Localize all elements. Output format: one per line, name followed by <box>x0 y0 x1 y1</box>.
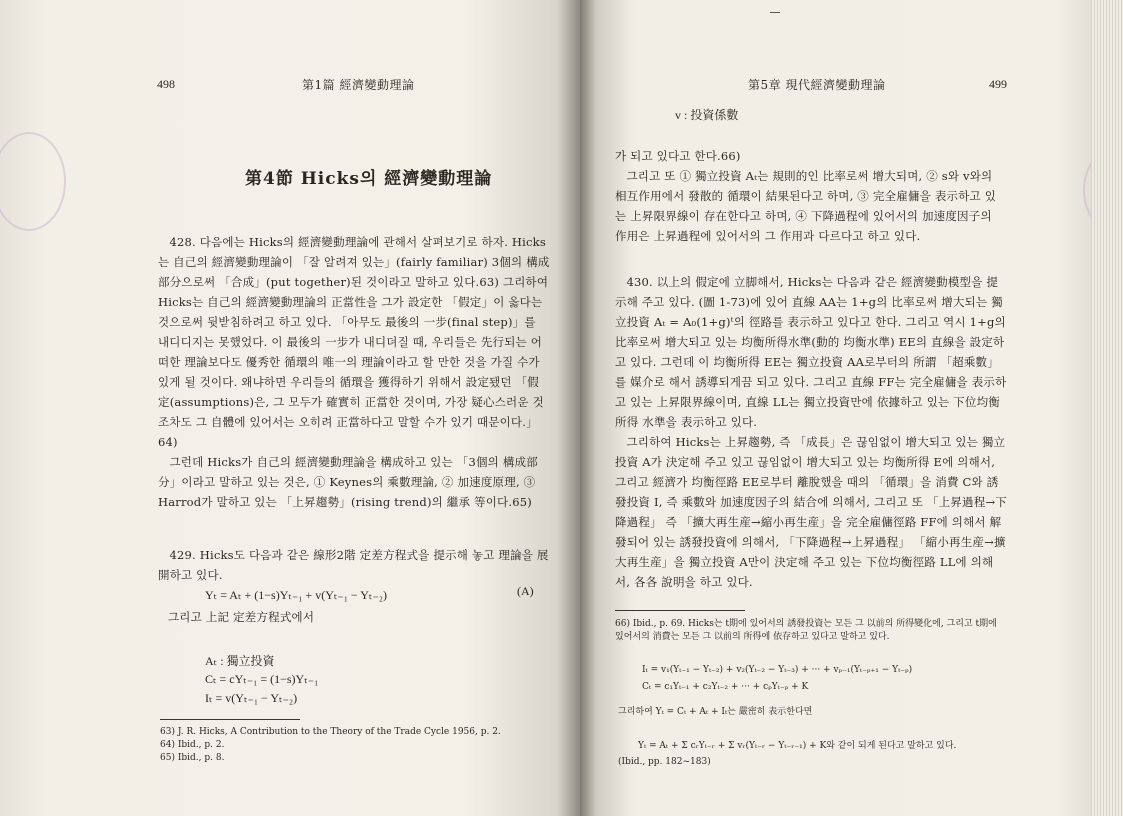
left-footnote-rule <box>160 719 300 720</box>
definition-c: Cₜ = cYₜ₋₁ = (1−s)Yₜ₋₁ <box>205 672 319 686</box>
definition-i: Iₜ = v(Yₜ₋₁ − Yₜ₋₂) <box>205 691 298 705</box>
right-body-top <box>615 146 1007 246</box>
after-equation: 그리고 上記 定差方程式에서 <box>168 610 315 624</box>
footnote-source: (Ibid., pp. 182~183) <box>618 757 711 767</box>
right-body-main <box>615 272 1007 592</box>
left-body <box>158 232 550 512</box>
right-page <box>580 0 1123 816</box>
footnote-63: 63) J. R. Hicks, A Contribution to the Theory of the Trade Cycle 1956, p. 2. <box>160 727 501 737</box>
paragraph-430: 430. 以上의 假定에 立脚해서, Hicks는 다음과 같은 經濟變動模型을 提示해 주고 있다. (圖 1-73)에 있어 直線 AA는 1+g의 比率로써 增大되는 獨立投資 Aₜ = A₀(1+g)ᵗ의 徑路를 表示하고 있다고 한다. 그리고 역시 1+g의 比率로써 增大되고 있는 均衡所得水準(動的 均衡水準) EE의 直線을 設定하고 있다. 그런데 이 均衡所得 EE는 獨立投資 AA로부터의 所謂 「超乘數」를 媒介로 해서 誘導되게끔 되고 있다. 그리고 直線 FF는 完全雇傭을 表示하고 있는 上昇限界線이며, 直線 LL는 獨立投資만에 依據하고 있는 下位均衡所得 水準을 表示하고 있다. <box>615 275 1007 429</box>
footnote-65: 65) Ibid., p. 8. <box>160 753 225 763</box>
footnote-eq-investment: Iₜ = v₁(Yₜ₋₁ − Yₜ₋₂) + v₂(Yₜ₋₂ − Yₜ₋₃) + ··· + vₚ₋₁(Yₜ₋ₚ₊₁ − Yₜ₋ₚ) <box>642 665 913 675</box>
right-page-number: 499 <box>989 77 1007 91</box>
definition-a: Aₜ : 獨立投資 <box>205 654 275 668</box>
page-edge <box>1091 0 1123 816</box>
top-definition: v : 投資係數 <box>675 108 739 122</box>
footnote-64: 64) Ibid., p. 2. <box>160 740 225 750</box>
paragraph-428: 428. 다음에는 Hicks의 經濟變動理論에 관해서 살펴보기로 하자. Hicks는 自己의 經濟變動理論이 「잘 알려져 있는」(fairly familiar) 3個의 構成部分으로써 「合成」(put together)된 것이라고 말하고 있다.63) 그리하여 Hicks는 自己의 經濟變動理論의 正當性을 그가 設定한 「假定」이 옳다는 것으로써 뒷받침하려고 하고 있다. 「아무도 最後의 一步(final step)」를 내디디지는 못했었다. 이 最後의 一步가 내디뎌질 때, 우리들은 先行되는 어떠한 理論보다도 優秀한 循環의 唯一의 理論이라고 할 만한 것을 가질 수가 있게 될 것이다. 왜냐하면 우리들의 循環을 獲得하기 위해서 設定됐던 「假定(assumptions)은, 그 모두가 確實히 正當한 것이며, 가장 疑心스러운 것조차도 그 自體에 있어서는 오히려 正當하다고 말할 수가 있기 때문이다.」64) <box>158 235 550 449</box>
assumptions-paragraph: 그리고 또 ① 獨立投資 Aₜ는 規則的인 比率로써 增大되며, ② s와 v와의 相互作用에서 發散的 循環이 結果된다고 하며, ③ 完全雇傭을 表示하고 있는 上昇限界線이 存在한다고 하며, ④ 下降過程에 있어서의 加速度因子의 作用은 上昇過程에 있어서의 그 作用과 다르다고 하고 있다. <box>615 169 997 243</box>
right-running-head: 第5章 現代經濟變動理論 <box>748 78 886 92</box>
continuation-line: 가 되고 있다고 한다.66) <box>615 149 741 163</box>
equation-main: Yₜ = Aₜ + (1−s)Yₜ₋₁ + v(Yₜ₋₁ − Yₜ₋₂) <box>205 588 387 602</box>
left-page-number: 498 <box>157 77 175 91</box>
right-footnote-rule <box>615 610 745 611</box>
equation-label: (A) <box>517 584 534 598</box>
top-mark <box>770 12 780 13</box>
footnote-eq-consumption: Cₜ = c₁Yₜ₋₁ + c₂Yₜ₋₂ + ··· + cₚYₜ₋ₚ + K <box>642 682 809 692</box>
paragraph-components: 그런데 Hicks가 自己의 經濟變動理論을 構成하고 있는 「3個의 構成部分」이라고 말하고 있는 것은, ① Keynes의 乘數理論, ② 加速度原理, ③ Harrod가 말하고 있는 「上昇趨勢」(rising trend)의 繼承 等이다.65) <box>158 455 538 509</box>
left-running-head: 第1篇 經濟變動理論 <box>302 78 415 92</box>
footnote-eq-income: Yₜ = Aₜ + Σ cᵣYₜ₋ᵣ + Σ vᵣ(Yₜ₋ᵣ − Yₜ₋ᵣ₋₁) + K와 같이 되게 된다고 말하고 있다. <box>638 741 957 751</box>
section-title: 第4節 Hicks의 經濟變動理論 <box>245 169 493 189</box>
paragraph-429: 429. Hicks도 다음과 같은 線形2階 定差方程式을 提示해 놓고 理論을 展開하고 있다. <box>158 548 549 582</box>
growth-paragraph: 그리하여 Hicks는 上昇趨勢, 즉 「成長」은 끊임없이 增大되고 있는 獨立投資 A가 決定해 주고 있고 끊임없이 增大되고 있는 均衡所得 E에 의해서, 그리고 經濟가 均衡徑路 EE로부터 離脫했을 때의 「循環」을 消費 C와 誘發投資 I, 즉 乘數와 加速度因子의 結合에 의해서, 그리고 또 「上昇過程→下降過程」 즉 「擴大再生産→縮小再生産」을 完全雇傭徑路 FF에 의해서 解發되어 있는 誘發投資에 의해서, 「下降過程→上昇過程」 「縮小再生産→擴大再生産」을 獨立投資 A만이 決定해 주고 있는 下位均衡徑路 LL에 의해서, 各各 說明을 하고 있다. <box>615 435 1007 589</box>
footnote-66: 66) Ibid., p. 69. Hicks는 t期에 있어서의 誘發投資는 모든 그 以前의 所得變化에, 그리고 t期에 있어서의 消費는 모든 그 以前의 所得에 依存하고 있다고 말하고 있다. <box>615 619 997 642</box>
left-footnotes <box>160 726 550 765</box>
library-stamp <box>0 132 66 231</box>
footnote-mid: 그리하여 Yₜ = Cₜ + Aₜ + Iₜ는 嚴密히 表示한다면 <box>618 707 813 717</box>
